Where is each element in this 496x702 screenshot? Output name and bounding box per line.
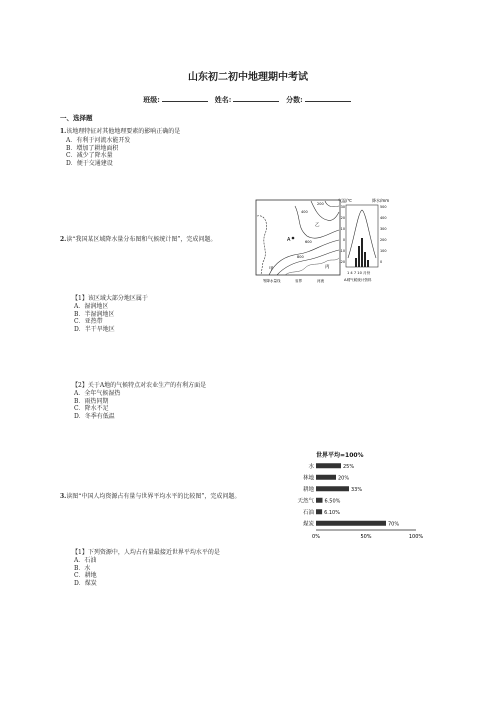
score-label: 分数: <box>286 95 303 104</box>
option-d[interactable]: D．煤炭 <box>74 579 97 587</box>
category-label: 煤炭 <box>302 521 314 528</box>
isoline-label-400: 400 <box>301 210 308 214</box>
category-label: 水 <box>308 463 314 470</box>
option-b[interactable]: B．增加了耕地面积 <box>66 144 119 152</box>
isoline-label-800: 800 <box>297 255 304 259</box>
climate-caption: A城气候统计资料 <box>344 278 372 282</box>
sub-question-number: 【2】 <box>72 382 88 389</box>
option-a[interactable]: A．有利于河流水能开发 <box>66 137 131 144</box>
category-label: 林地 <box>302 475 314 482</box>
category-label: 耕地 <box>302 486 314 493</box>
bar <box>316 463 341 468</box>
sub-question-number: 【1】 <box>72 295 88 302</box>
option-d[interactable]: D．冬季有低温 <box>74 412 115 420</box>
point-a <box>292 237 295 240</box>
precip-axis-label: 降水/mm <box>372 198 390 203</box>
temp-axis-label: 气温/℃ <box>338 198 352 203</box>
question-3 <box>60 493 240 500</box>
option-b[interactable]: B．水 <box>74 564 91 572</box>
temp-tick-label: 30 <box>340 205 345 209</box>
precip-tick-label: 300 <box>380 227 387 231</box>
q1-options <box>66 137 130 167</box>
class-label: 班级: <box>143 95 160 104</box>
precip-bar <box>364 252 366 267</box>
precip-tick-label: 0 <box>380 260 383 264</box>
option-a[interactable]: A．全年气候湿热 <box>74 390 121 397</box>
question-2-1 <box>72 295 148 302</box>
legend-river: 河流 <box>317 279 324 283</box>
precip-bar <box>361 238 363 267</box>
map-frame <box>256 200 340 275</box>
x-tick-label: 0% <box>312 534 320 540</box>
question-3-1 <box>72 549 220 556</box>
sub-question-text: 该区域大部分地区属于 <box>87 295 148 302</box>
isoline-label-600: 600 <box>305 240 312 244</box>
chart-title: 世界平均=100% <box>316 452 364 459</box>
map-label-bing: 丙 <box>325 265 330 270</box>
sub-question-text: 下列资源中，人均占有量最接近世界平均水平的是 <box>87 549 220 556</box>
option-d[interactable]: D．便于交通建设 <box>66 159 113 167</box>
category-label: 天然气 <box>297 498 314 505</box>
bar <box>316 486 349 491</box>
question-2-2 <box>72 382 206 389</box>
legend-border: 省界 <box>295 279 302 283</box>
class-blank[interactable] <box>162 94 208 102</box>
question-number: 1. <box>60 128 67 135</box>
temp-tick-label: 10 <box>340 227 345 231</box>
option-a[interactable]: A．湿润地区 <box>74 303 109 310</box>
precip-tick-label: 500 <box>380 205 387 209</box>
option-c[interactable]: C．减少了降水量 <box>66 152 113 159</box>
option-d[interactable]: D．半干旱地区 <box>74 325 115 333</box>
name-label: 姓名: <box>214 95 232 104</box>
question-text: 该地理特征对其他地理要素的影响正确的是 <box>66 128 181 135</box>
isoline-label-200: 200 <box>317 202 324 206</box>
question-1 <box>60 128 180 135</box>
precipitation-map <box>255 196 341 286</box>
category-label: 石油 <box>302 509 314 516</box>
value-label: 20% <box>338 475 350 482</box>
option-b[interactable]: B．雨热同期 <box>74 397 109 405</box>
question-number: 2. <box>60 236 67 243</box>
value-label: 70% <box>388 521 400 528</box>
precip-tick-label: 100 <box>380 249 387 253</box>
temp-tick-label: -10 <box>339 249 345 253</box>
option-a[interactable]: A．石油 <box>74 557 97 564</box>
bar <box>316 509 322 514</box>
precip-bar <box>367 260 369 267</box>
bar <box>316 521 386 526</box>
value-label: 6.50% <box>324 498 341 505</box>
resource-bar-chart <box>284 450 424 542</box>
value-label: 25% <box>343 463 355 470</box>
precip-bar <box>355 258 357 267</box>
q2-1-options <box>74 303 115 333</box>
question-text: 读图“中国人均资源占有量与世界平均水平的比较图”，完成问题。 <box>66 493 241 500</box>
bar <box>316 498 323 503</box>
question-number: 3. <box>60 493 67 500</box>
month-axis: 1 4 7 10 月份 <box>347 271 371 275</box>
map-label-jia: 甲 <box>269 267 274 272</box>
option-b[interactable]: B．半湿润地区 <box>74 310 115 318</box>
question-text: 读“我国某区域降水量分布图和气候统计图”，完成问题。 <box>66 236 217 243</box>
map-label-yi: 乙 <box>315 223 320 228</box>
precip-tick-label: 200 <box>380 238 387 242</box>
q3-1-options <box>74 557 97 587</box>
precip-bar <box>358 246 360 267</box>
option-c[interactable]: C．耕地 <box>74 572 97 579</box>
temp-tick-label: 0 <box>342 238 345 242</box>
sub-question-number: 【1】 <box>72 549 88 556</box>
name-blank[interactable] <box>233 94 279 102</box>
page-title: 山东初二初中地理期中考试 <box>188 72 308 83</box>
temp-tick-label: 20 <box>340 216 345 220</box>
temp-tick-label: -20 <box>339 260 345 264</box>
option-c[interactable]: C．降水不足 <box>74 405 109 412</box>
student-info-line <box>0 94 496 105</box>
q2-2-options <box>74 390 120 420</box>
question-2 <box>60 236 216 243</box>
score-blank[interactable] <box>305 94 351 102</box>
map-label-a: A <box>287 237 291 243</box>
x-tick-label: 50% <box>360 534 372 540</box>
precip-tick-label: 400 <box>380 216 387 220</box>
legend-isohyet: 等降水量线 <box>263 279 281 283</box>
value-label: 33% <box>351 486 363 493</box>
section-heading: 一、选择题 <box>60 114 93 122</box>
option-c[interactable]: C．亚热带 <box>74 318 103 325</box>
value-label: 6.10% <box>324 509 340 516</box>
sub-question-text: 关于A地的气候特点对农业生产的有利方面是 <box>87 382 207 389</box>
x-tick-label: 100% <box>408 534 424 540</box>
climate-chart <box>338 196 394 286</box>
bar <box>316 475 336 480</box>
